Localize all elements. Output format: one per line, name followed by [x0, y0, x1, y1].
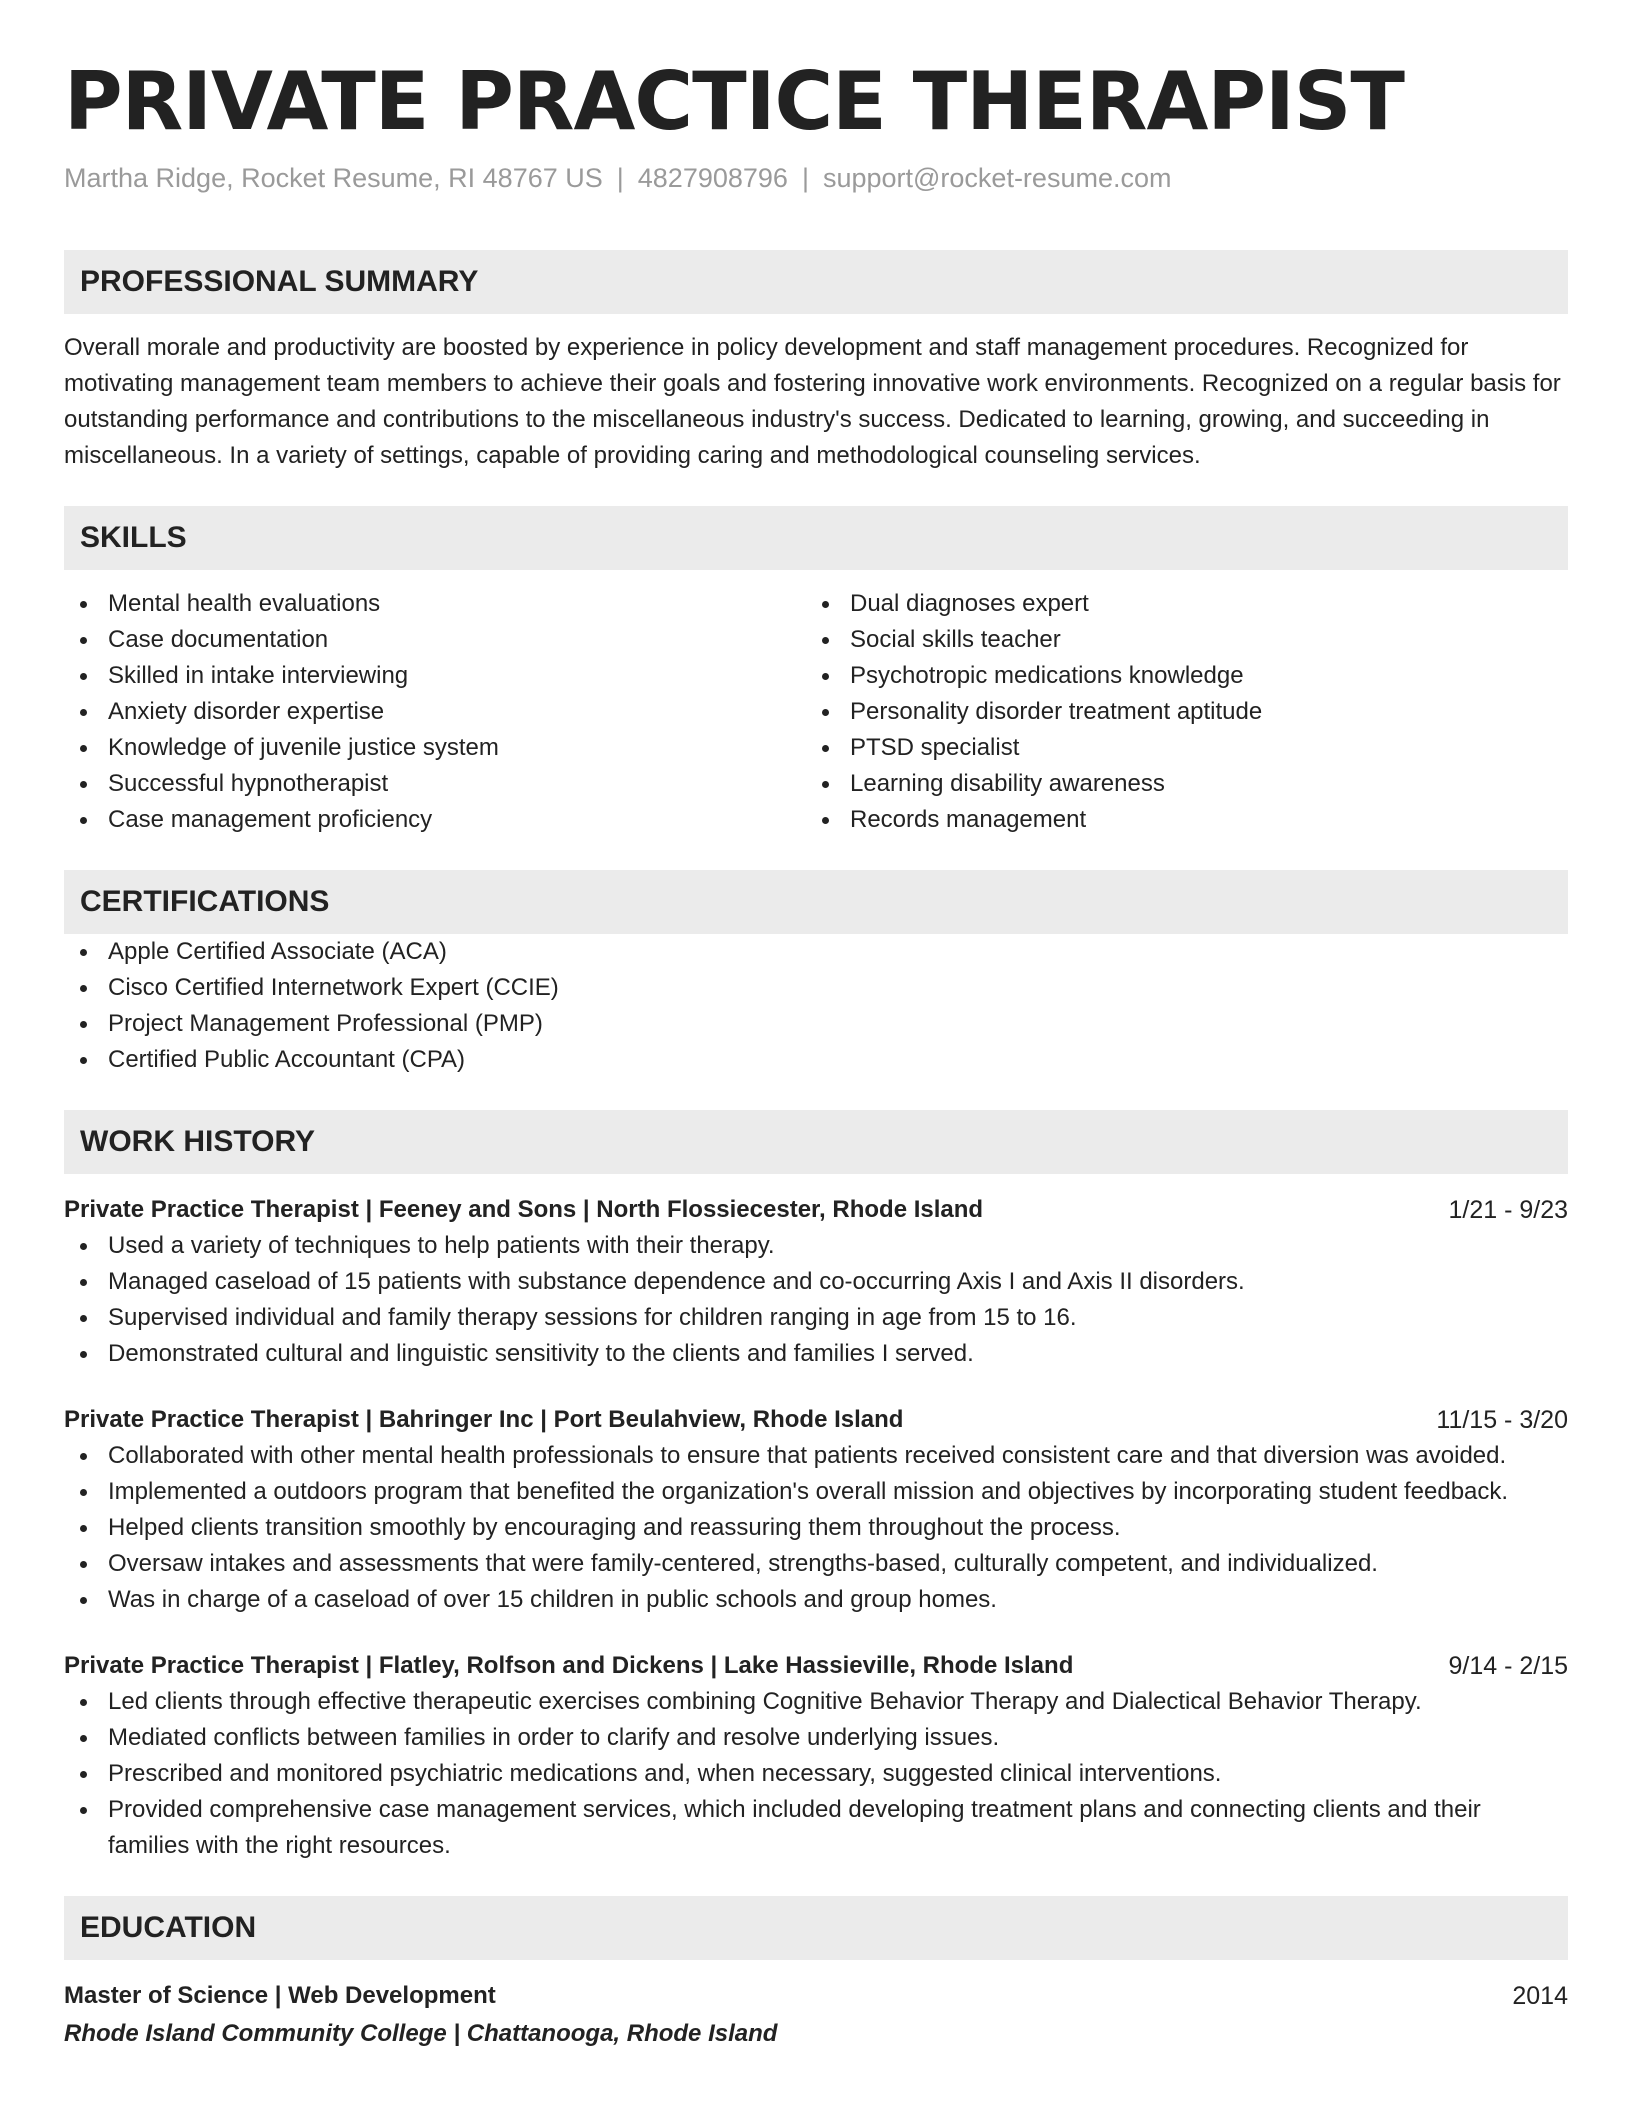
- job-bullets: [64, 1438, 1568, 1618]
- skills-list-left: [64, 586, 806, 838]
- education-degree: Master of Science | Web Development: [64, 1982, 496, 2009]
- skill-item: Successful hypnotherapist: [64, 766, 806, 802]
- skill-item: Anxiety disorder expertise: [64, 694, 806, 730]
- job-bullets: [64, 1684, 1568, 1864]
- job-bullet: Was in charge of a caseload of over 15 children in public schools and group homes.: [64, 1582, 1568, 1618]
- job-bullet: Collaborated with other mental health professionals to ensure that patients received consistent care and that diversion was avoided.: [64, 1438, 1568, 1474]
- certifications-heading: CERTIFICATIONS: [64, 870, 1568, 934]
- job-dates: 11/15 - 3/20: [1436, 1406, 1568, 1434]
- certifications-section: [64, 870, 1568, 1078]
- education-section: [64, 1896, 1568, 2052]
- skill-item: Personality disorder treatment aptitude: [806, 694, 1548, 730]
- job-bullet: Supervised individual and family therapy sessions for children ranging in age from 15 to 16.: [64, 1300, 1568, 1336]
- job-title: Private Practice Therapist | Flatley, Rolfson and Dickens | Lake Hassieville, Rhode Island: [64, 1652, 1074, 1679]
- job-bullet: Led clients through effective therapeutic exercises combining Cognitive Behavior Therapy and Dialectical Behavior Therapy.: [64, 1684, 1568, 1720]
- job-bullet: Managed caseload of 15 patients with substance dependence and co-occurring Axis I and Axis II disorders.: [64, 1264, 1568, 1300]
- summary-heading: PROFESSIONAL SUMMARY: [64, 250, 1568, 314]
- certification-item: Apple Certified Associate (ACA): [64, 934, 1568, 970]
- job-entry: [64, 1648, 1568, 1864]
- job-dates: 1/21 - 9/23: [1448, 1196, 1568, 1224]
- skill-item: Case documentation: [64, 622, 806, 658]
- job-title: Private Practice Therapist | Bahringer Inc | Port Beulahview, Rhode Island: [64, 1406, 904, 1433]
- job-bullet: Prescribed and monitored psychiatric medications and, when necessary, suggested clinical interventions.: [64, 1756, 1568, 1792]
- job-bullet: Oversaw intakes and assessments that were family-centered, strengths-based, culturally competent, and individualized.: [64, 1546, 1568, 1582]
- contact-address: Martha Ridge, Rocket Resume, RI 48767 US: [64, 163, 603, 193]
- skill-item: Social skills teacher: [806, 622, 1548, 658]
- education-entry: [64, 1978, 1568, 2052]
- education-header: [64, 1978, 1568, 2014]
- job-bullet: Provided comprehensive case management services, which included developing treatment plans and connecting clients and their families with the right resources.: [64, 1792, 1568, 1864]
- contact-line: [64, 158, 1568, 198]
- job-header: [64, 1648, 1568, 1684]
- skills-list-right: [806, 586, 1548, 838]
- education-heading: EDUCATION: [64, 1896, 1568, 1960]
- skill-item: Knowledge of juvenile justice system: [64, 730, 806, 766]
- education-school: Rhode Island Community College | Chattanooga, Rhode Island: [64, 2020, 778, 2047]
- contact-separator: |: [801, 163, 809, 193]
- skill-item: Learning disability awareness: [806, 766, 1548, 802]
- summary-section: [64, 250, 1568, 474]
- job-header: [64, 1402, 1568, 1438]
- skills-columns: [64, 586, 1568, 838]
- skills-section: [64, 506, 1568, 838]
- education-year: 2014: [1512, 1982, 1568, 2010]
- contact-separator: |: [616, 163, 624, 193]
- skill-item: Psychotropic medications knowledge: [806, 658, 1548, 694]
- job-bullet: Implemented a outdoors program that benefited the organization's overall mission and objectives by incorporating student feedback.: [64, 1474, 1568, 1510]
- job-bullets: [64, 1228, 1568, 1372]
- certification-item: Project Management Professional (PMP): [64, 1006, 1568, 1042]
- job-header: [64, 1192, 1568, 1228]
- job-bullet: Demonstrated cultural and linguistic sensitivity to the clients and families I served.: [64, 1336, 1568, 1372]
- skill-item: PTSD specialist: [806, 730, 1548, 766]
- skill-item: Dual diagnoses expert: [806, 586, 1548, 622]
- certification-item: Cisco Certified Internetwork Expert (CCIE): [64, 970, 1568, 1006]
- work-history-heading: WORK HISTORY: [64, 1110, 1568, 1174]
- resume-title: PRIVATE PRACTICE THERAPIST: [64, 55, 1404, 148]
- certification-item: Certified Public Accountant (CPA): [64, 1042, 1568, 1078]
- summary-text: Overall morale and productivity are boosted by experience in policy development and staff management procedures. Recognized for motivating management team members to achieve their goals and fostering innovative work environments. Recognized on a regular basis for outstanding performance and contributions to the miscellaneous industry's success. Dedicated to learning, growing, and succeeding in miscellaneous. In a variety of settings, capable of providing caring and methodological counseling services.: [64, 334, 1561, 469]
- work-history-section: [64, 1110, 1568, 1864]
- resume-page: [64, 52, 1568, 2052]
- job-bullet: Helped clients transition smoothly by encouraging and reassuring them throughout the process.: [64, 1510, 1568, 1546]
- skill-item: Skilled in intake interviewing: [64, 658, 806, 694]
- job-entry: [64, 1192, 1568, 1372]
- job-dates: 9/14 - 2/15: [1448, 1652, 1568, 1680]
- skill-item: Records management: [806, 802, 1548, 838]
- contact-email[interactable]: support@rocket-resume.com: [822, 163, 1172, 193]
- contact-phone: 4827908796: [637, 163, 788, 193]
- skills-heading: SKILLS: [64, 506, 1568, 570]
- skill-item: Case management proficiency: [64, 802, 806, 838]
- job-entry: [64, 1402, 1568, 1618]
- job-bullet: Used a variety of techniques to help patients with their therapy.: [64, 1228, 1568, 1264]
- skill-item: Mental health evaluations: [64, 586, 806, 622]
- job-title: Private Practice Therapist | Feeney and Sons | North Flossiecester, Rhode Island: [64, 1196, 984, 1223]
- job-bullet: Mediated conflicts between families in order to clarify and resolve underlying issues.: [64, 1720, 1568, 1756]
- certifications-list: [64, 934, 1568, 1078]
